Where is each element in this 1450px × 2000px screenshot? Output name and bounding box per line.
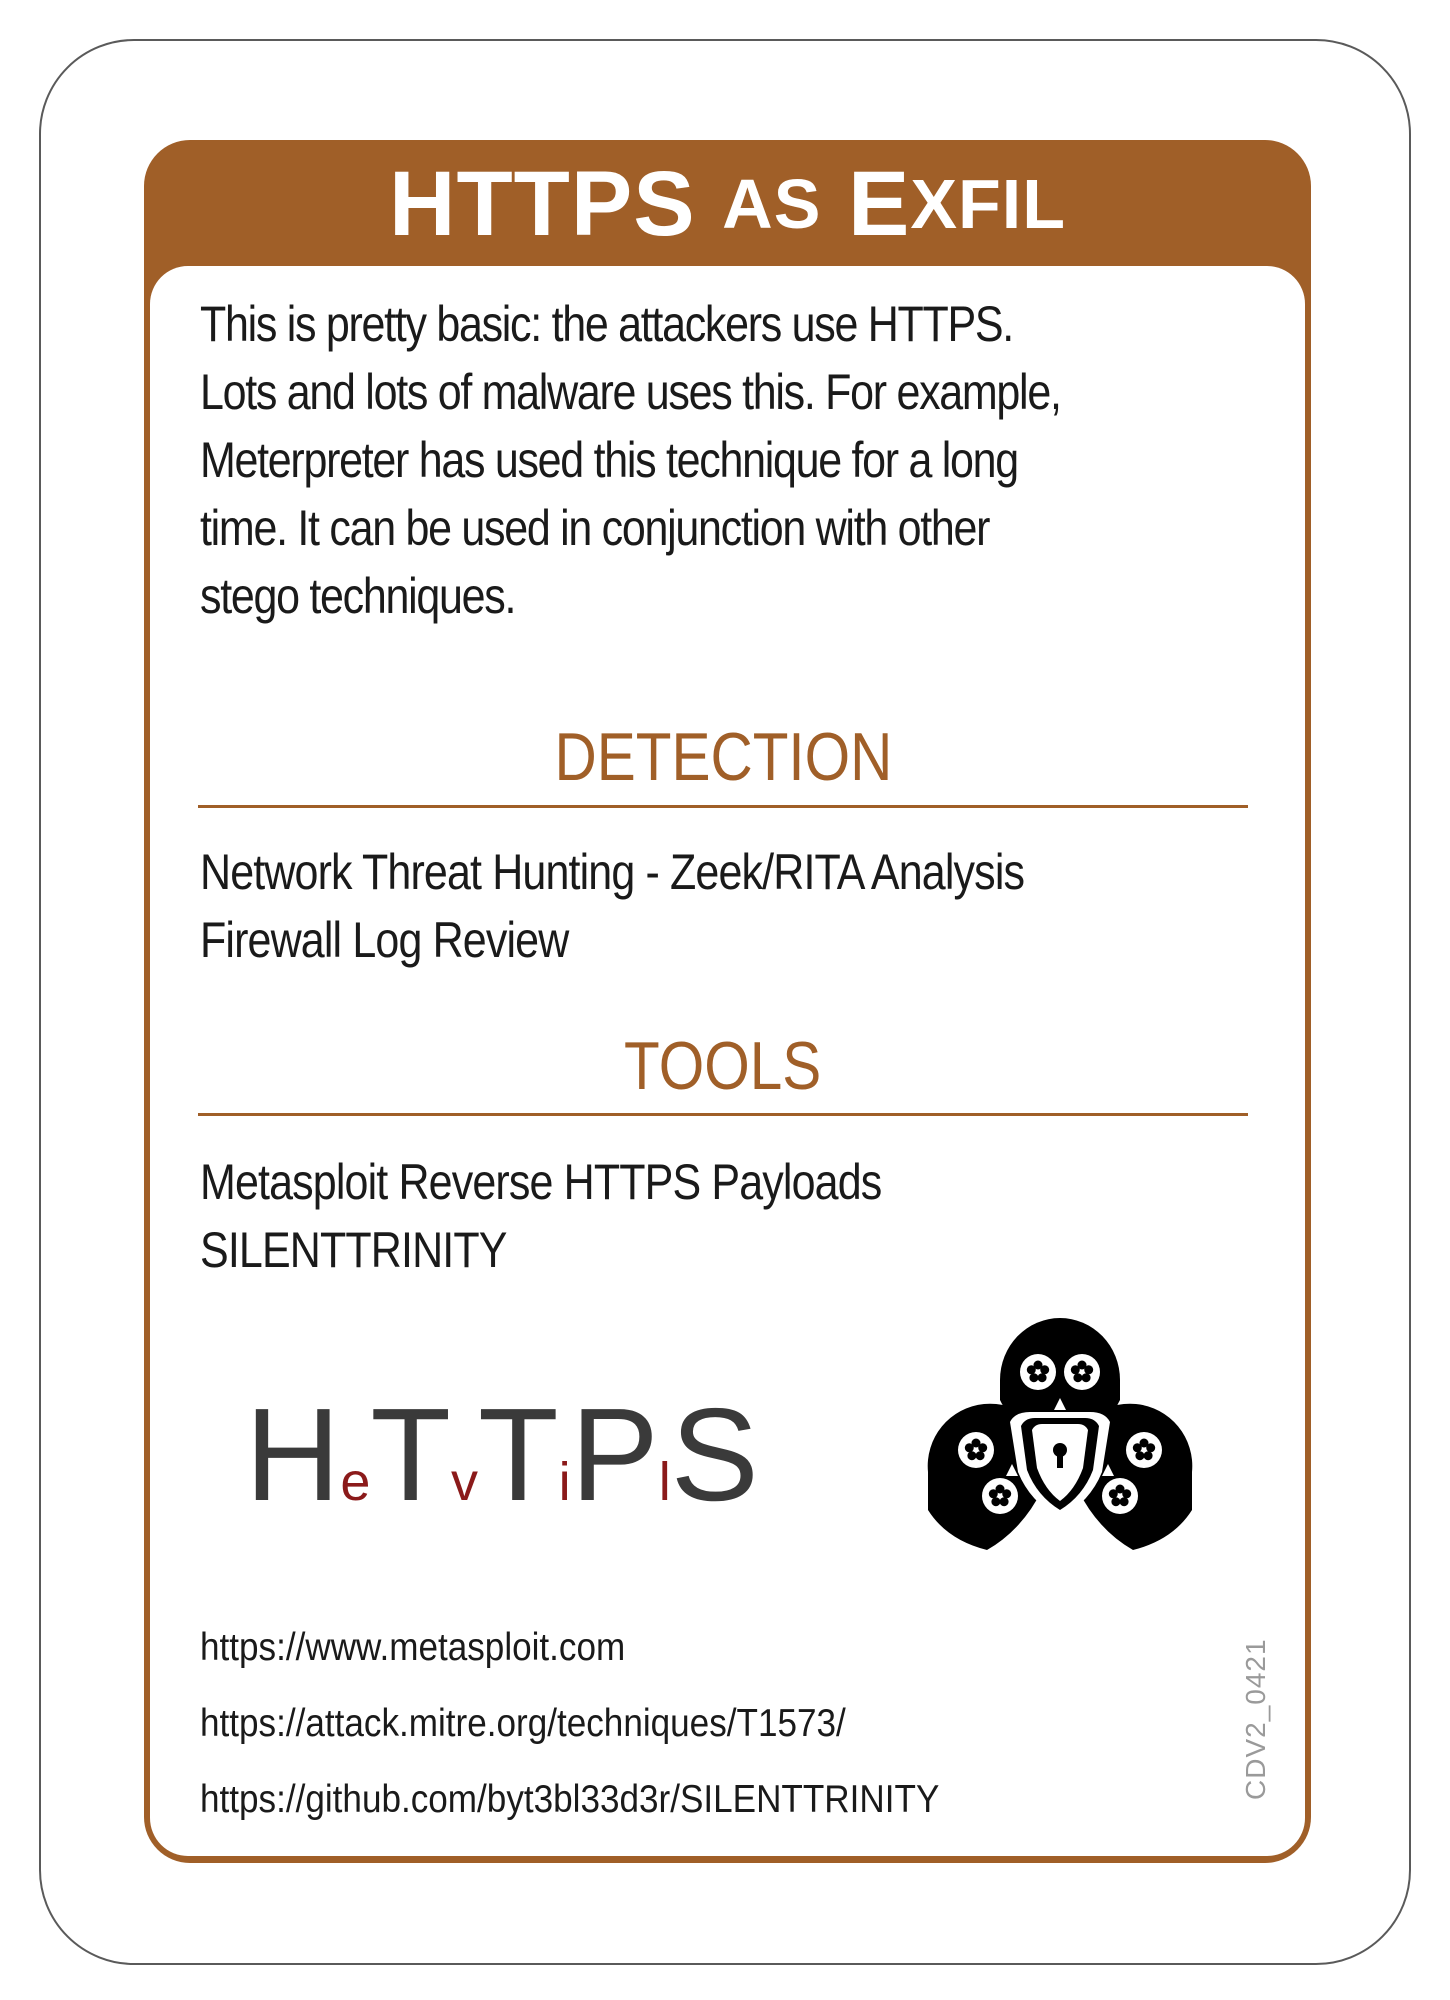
title-exfil-initial: E <box>847 152 911 255</box>
description-line: time. It can be used in conjunction with other <box>200 500 990 556</box>
description-line: Meterpreter has used this technique for a long <box>200 432 1018 488</box>
detection-item: Firewall Log Review <box>200 912 569 968</box>
link-mitre[interactable]: https://attack.mitre.org/techniques/T1573/ <box>200 1702 846 1745</box>
tools-item: Metasploit Reverse HTTPS Payloads <box>200 1154 882 1210</box>
card-title <box>144 140 1311 268</box>
detection-heading: DETECTION <box>554 719 892 795</box>
description-line: stego techniques. <box>200 568 516 624</box>
description-line: This is pretty basic: the attackers use HTTPS. <box>200 296 1013 352</box>
title-main: HTTPS <box>389 152 696 255</box>
silenttrinity-skull-emblem-icon <box>920 1300 1200 1560</box>
link-github[interactable]: https://github.com/byt3bl33d3r/SILENTTRINITY <box>200 1778 940 1821</box>
title-exfil-rest: XFIL <box>910 165 1066 243</box>
link-metasploit[interactable]: https://www.metasploit.com <box>200 1626 626 1669</box>
logo-letter: S <box>670 1381 759 1528</box>
tools-heading: TOOLS <box>624 1028 822 1104</box>
detection-list <box>200 838 1024 974</box>
reference-links <box>200 1610 1022 1838</box>
logo-letter-small: v <box>451 1452 479 1512</box>
description <box>200 290 1112 630</box>
description-line: Lots and lots of malware uses this. For example, <box>200 364 1061 420</box>
logo-letter-small: i <box>558 1452 571 1512</box>
detection-divider <box>198 805 1248 808</box>
logo-letter: T <box>478 1381 559 1528</box>
tools-list <box>200 1148 881 1284</box>
logo-letter: H <box>245 1381 341 1528</box>
logo-letter: P <box>570 1381 659 1528</box>
detection-item: Network Threat Hunting - Zeek/RITA Analysis <box>200 844 1025 900</box>
logo-letter-small: e <box>340 1452 371 1512</box>
tools-divider <box>198 1113 1248 1116</box>
card-code: CDV2_0421 <box>1240 1638 1271 1800</box>
logo-letter-small: l <box>658 1452 671 1512</box>
logo-letter: T <box>370 1381 452 1528</box>
httpevils-logo <box>245 1381 759 1528</box>
title-as: AS <box>722 165 822 243</box>
tools-item: SILENTTRINITY <box>200 1222 507 1278</box>
